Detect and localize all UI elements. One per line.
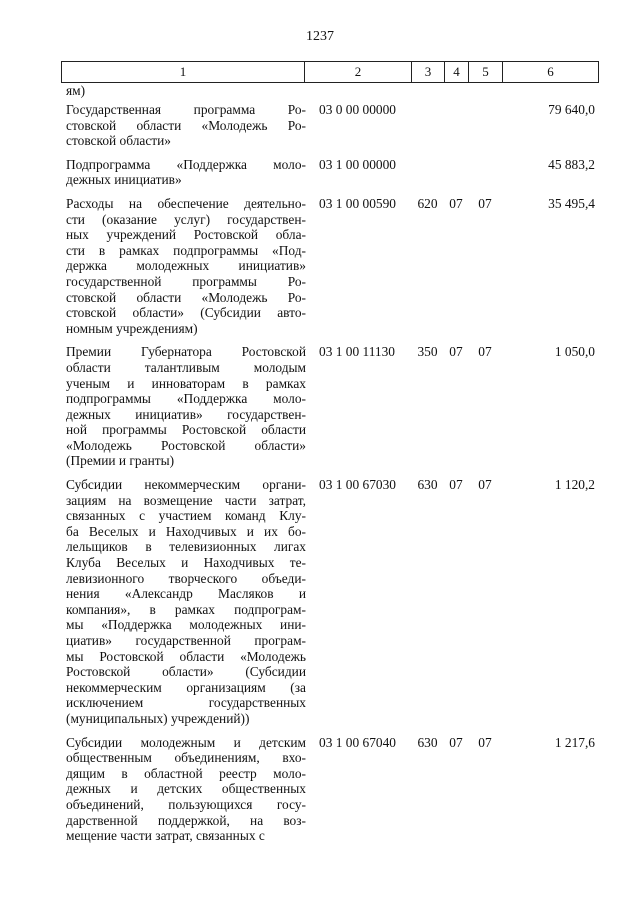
description-line: ученым и инноваторам в рамках [66, 375, 306, 391]
description-line: стовской области «Молодежь Ро- [66, 289, 306, 305]
description-line: сти в рамках подпрограммы «Под- [66, 242, 306, 258]
description-line: дящим в областной реестр моло- [66, 765, 306, 781]
budget-rows [61, 83, 598, 852]
column-header-table [61, 61, 599, 83]
table-row [61, 157, 598, 188]
description-line: дежных и детских общественных [66, 781, 306, 797]
description-line: Ростовской области» (Субсидии [66, 664, 306, 680]
row-description [61, 102, 306, 149]
amount: 1 050,0 [554, 344, 595, 360]
amount: 1 120,2 [554, 477, 595, 493]
row-description [61, 157, 306, 188]
description-line: (Премии и гранты) [66, 453, 175, 469]
description-line: Премии Губернатора Ростовской [66, 344, 306, 360]
column-header-5: 5 [469, 62, 503, 83]
section: 07 [449, 477, 463, 493]
description-line: подпрограммы «Поддержка моло- [66, 391, 306, 407]
budget-code: 03 1 00 11130 [319, 344, 396, 360]
description-line: «Молодежь Ростовской области» [66, 437, 306, 453]
description-line: сти (оказание услуг) государствен- [66, 211, 306, 227]
description-line: держка молодежных инициатив» [66, 258, 306, 274]
budget-code: 03 1 00 67040 [319, 734, 396, 750]
description-line: мы «Поддержка молодежных ини- [66, 617, 306, 633]
subsection: 07 [478, 195, 492, 211]
description-line: лельщиков в телевизионных лигах [66, 539, 306, 555]
continuation-text: ям) [66, 83, 86, 98]
row-description [61, 196, 306, 336]
description-line: области талантливым молодым [66, 359, 306, 375]
row-description [61, 344, 306, 469]
description-line: циатив» государственной програм- [66, 633, 306, 648]
description-line: общественным объединениям, вхо- [66, 750, 306, 766]
description-line: стовской области «Молодежь Ро- [66, 117, 306, 133]
description-line: Государственная программа Ро- [66, 102, 306, 117]
subsection: 07 [478, 734, 492, 750]
description-line: нения «Александр Масляков и [66, 586, 306, 602]
description-line: дарственной поддержкой, на воз- [66, 812, 306, 828]
row-description [61, 735, 306, 844]
table-row [61, 344, 598, 469]
description-line: дежных инициатив» государствен- [66, 406, 306, 422]
budget-code: 03 0 00 00000 [319, 102, 396, 117]
budget-code: 03 1 00 00000 [319, 156, 396, 172]
description-line: левизионного творческого объеди- [66, 570, 306, 586]
amount: 45 883,2 [548, 156, 595, 172]
description-line: (муниципальных) учреждений)) [66, 710, 250, 726]
description-line: некоммерческим организациям (за [66, 679, 306, 695]
description-line: дежных инициатив» [66, 172, 182, 188]
table-row [61, 477, 598, 727]
column-header-1: 1 [62, 62, 305, 83]
description-line: исключением государственных [66, 695, 306, 711]
expense-type: 350 [417, 344, 438, 360]
subsection: 07 [478, 477, 492, 493]
description-line: Субсидии молодежным и детским [66, 734, 306, 750]
table-row [61, 196, 598, 336]
budget-code: 03 1 00 00590 [319, 195, 396, 211]
description-line: стовской области» [66, 133, 171, 149]
row-description [61, 477, 306, 727]
description-line: мы Ростовской области «Молодежь [66, 648, 306, 664]
column-header-4: 4 [445, 62, 469, 83]
column-header-6: 6 [503, 62, 599, 83]
table-row [61, 735, 598, 844]
column-header-3: 3 [412, 62, 445, 83]
section: 07 [449, 195, 463, 211]
description-line: номным учреждениям) [66, 320, 198, 336]
page-number: 1237 [306, 29, 334, 44]
subsection: 07 [478, 344, 492, 360]
description-line: ной программы Ростовской области [66, 422, 306, 438]
description-line: Подпрограмма «Поддержка моло- [66, 156, 306, 172]
amount: 1 217,6 [554, 734, 595, 750]
section: 07 [449, 344, 463, 360]
description-line: связанных с участием команд Клу- [66, 508, 306, 524]
amount: 35 495,4 [548, 195, 595, 211]
description-line: Клуба Веселых и Находчивых те- [66, 555, 306, 571]
description-line: объединений, пользующихся госу- [66, 796, 306, 812]
expense-type: 630 [417, 734, 438, 750]
expense-type: 630 [417, 477, 438, 493]
column-header-row [62, 62, 599, 83]
description-line: компания», в рамках подпрограм- [66, 601, 306, 617]
amount: 79 640,0 [548, 102, 595, 117]
section: 07 [449, 734, 463, 750]
expense-type: 620 [417, 195, 438, 211]
description-line: мещение части затрат, связанных с [66, 828, 265, 844]
description-line: ба Веселых и Находчивых и их бо- [66, 523, 306, 539]
description-line: стовской области» (Субсидии авто- [66, 305, 306, 321]
description-line: Расходы на обеспечение деятельно- [66, 195, 306, 211]
description-line: Субсидии некоммерческим органи- [66, 477, 306, 493]
column-header-2: 2 [305, 62, 412, 83]
description-line: зациям на возмещение части затрат, [66, 492, 306, 508]
budget-code: 03 1 00 67030 [319, 477, 396, 493]
table-row [61, 102, 598, 149]
description-line: государственной программы Ро- [66, 273, 306, 289]
description-line: ных учреждений Ростовской обла- [66, 227, 306, 243]
